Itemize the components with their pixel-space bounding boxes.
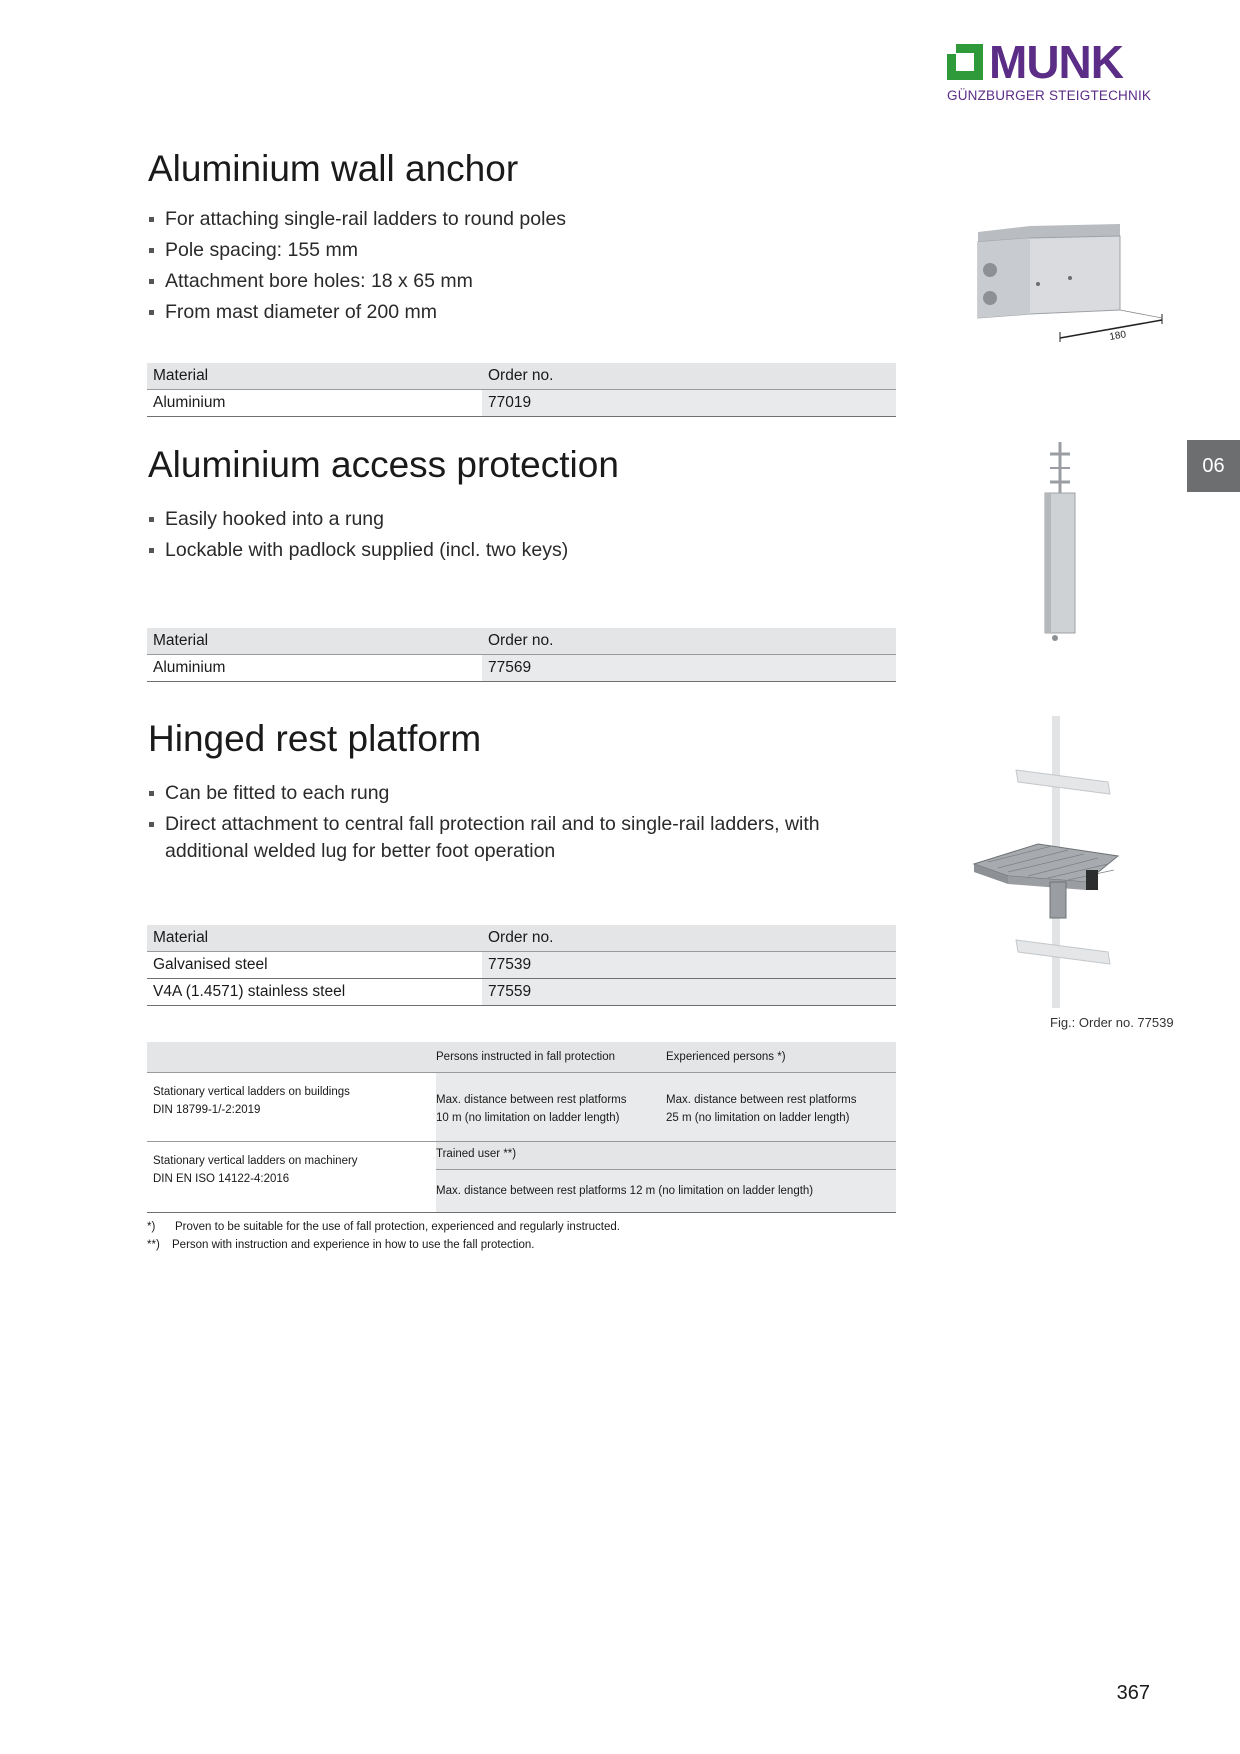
cell-order-no: 77559 (482, 979, 896, 1006)
row2-subheader-trained-user: Trained user **) (436, 1148, 517, 1160)
footnote (147, 1236, 620, 1254)
list-item: Attachment bore holes: 18 x 65 mm (148, 268, 908, 295)
footnote-mark: *) (147, 1221, 156, 1233)
header-material: Material (147, 363, 482, 390)
dimension-label: 180 (1108, 329, 1127, 343)
list-item: For attaching single-rail ladders to round poles (148, 206, 908, 233)
table-row (147, 979, 896, 1006)
list-item: From mast diameter of 200 mm (148, 299, 908, 326)
table-row (147, 952, 896, 979)
page-number: 367 (1116, 1682, 1150, 1704)
rest-platform-image (968, 712, 1128, 1012)
row1-col3-line1: Max. distance between rest platforms (666, 1094, 857, 1106)
list-item: Easily hooked into a rung (148, 506, 908, 533)
logo-subtitle: GÜNZBURGER STEIGTECHNIK (947, 88, 1152, 103)
access-protection-image (1030, 438, 1090, 648)
row1-col2-line2: 10 m (no limitation on ladder length) (436, 1112, 620, 1124)
chapter-tab[interactable]: 06 (1187, 440, 1240, 492)
section-title-wall-anchor: Aluminium wall anchor (148, 148, 519, 189)
bullet-list-access-protection (148, 506, 908, 568)
header-experienced-persons: Experienced persons *) (666, 1051, 786, 1063)
header-material: Material (147, 628, 482, 655)
table-row (147, 1142, 896, 1213)
cell-material: Aluminium (147, 655, 482, 682)
cell-order-no: 77569 (482, 655, 896, 682)
header-order-no: Order no. (482, 363, 896, 390)
row2-label-line2: DIN EN ISO 14122-4:2016 (153, 1173, 290, 1185)
section-title-rest-platform: Hinged rest platform (148, 718, 482, 759)
bullet-list-rest-platform (148, 780, 908, 869)
row2-value: Max. distance between rest platforms 12 m (no limitation on ladder length) (436, 1185, 814, 1197)
header-instructed-persons: Persons instructed in fall protection (436, 1051, 615, 1063)
table-header-row (147, 925, 896, 952)
munk-logo (947, 36, 1152, 108)
footnote-text: Person with instruction and experience in how to use the fall protection. (172, 1239, 535, 1251)
row2-label-line1: Stationary vertical ladders on machinery (153, 1155, 358, 1167)
list-item: Can be fitted to each rung (148, 780, 908, 807)
table-row (147, 655, 896, 682)
footnote-mark: **) (147, 1239, 160, 1251)
cell-order-no: 77539 (482, 952, 896, 979)
row1-label-line2: DIN 18799-1/-2:2019 (153, 1104, 261, 1116)
order-table-rest-platform (147, 925, 896, 1006)
footnotes (147, 1218, 620, 1254)
header-order-no: Order no. (482, 925, 896, 952)
table-header-row (147, 1042, 896, 1073)
list-item: Lockable with padlock supplied (incl. two keys) (148, 537, 908, 564)
row1-col3-line2: 25 m (no limitation on ladder length) (666, 1112, 850, 1124)
list-item: Pole spacing: 155 mm (148, 237, 908, 264)
header-material: Material (147, 925, 482, 952)
table-header-row (147, 363, 896, 390)
footnote (147, 1218, 620, 1236)
table-header-row (147, 628, 896, 655)
cell-order-no: 77019 (482, 390, 896, 417)
cell-material: Aluminium (147, 390, 482, 417)
row1-label-line1: Stationary vertical ladders on buildings (153, 1086, 350, 1098)
order-table-access-protection (147, 628, 896, 682)
row1-col2-line1: Max. distance between rest platforms (436, 1094, 627, 1106)
wall-anchor-image (970, 218, 1170, 348)
section-title-access-protection: Aluminium access protection (148, 444, 619, 485)
footnote-text: Proven to be suitable for the use of fall protection, experienced and regularly instructed. (175, 1221, 620, 1233)
logo-brand: MUNK (989, 36, 1123, 88)
bullet-list-wall-anchor (148, 206, 908, 330)
order-table-wall-anchor (147, 363, 896, 417)
table-row (147, 390, 896, 417)
table-row (147, 1073, 896, 1142)
header-order-no: Order no. (482, 628, 896, 655)
munk-logo-mark-icon (947, 44, 983, 80)
cell-material: V4A (1.4571) stainless steel (147, 979, 482, 1006)
list-item: Direct attachment to central fall protection rail and to single-rail ladders, with additional welded lug for better foot operation (148, 811, 908, 865)
cell-material: Galvanised steel (147, 952, 482, 979)
figure-caption: Fig.: Order no. 77539 (1050, 1015, 1174, 1030)
